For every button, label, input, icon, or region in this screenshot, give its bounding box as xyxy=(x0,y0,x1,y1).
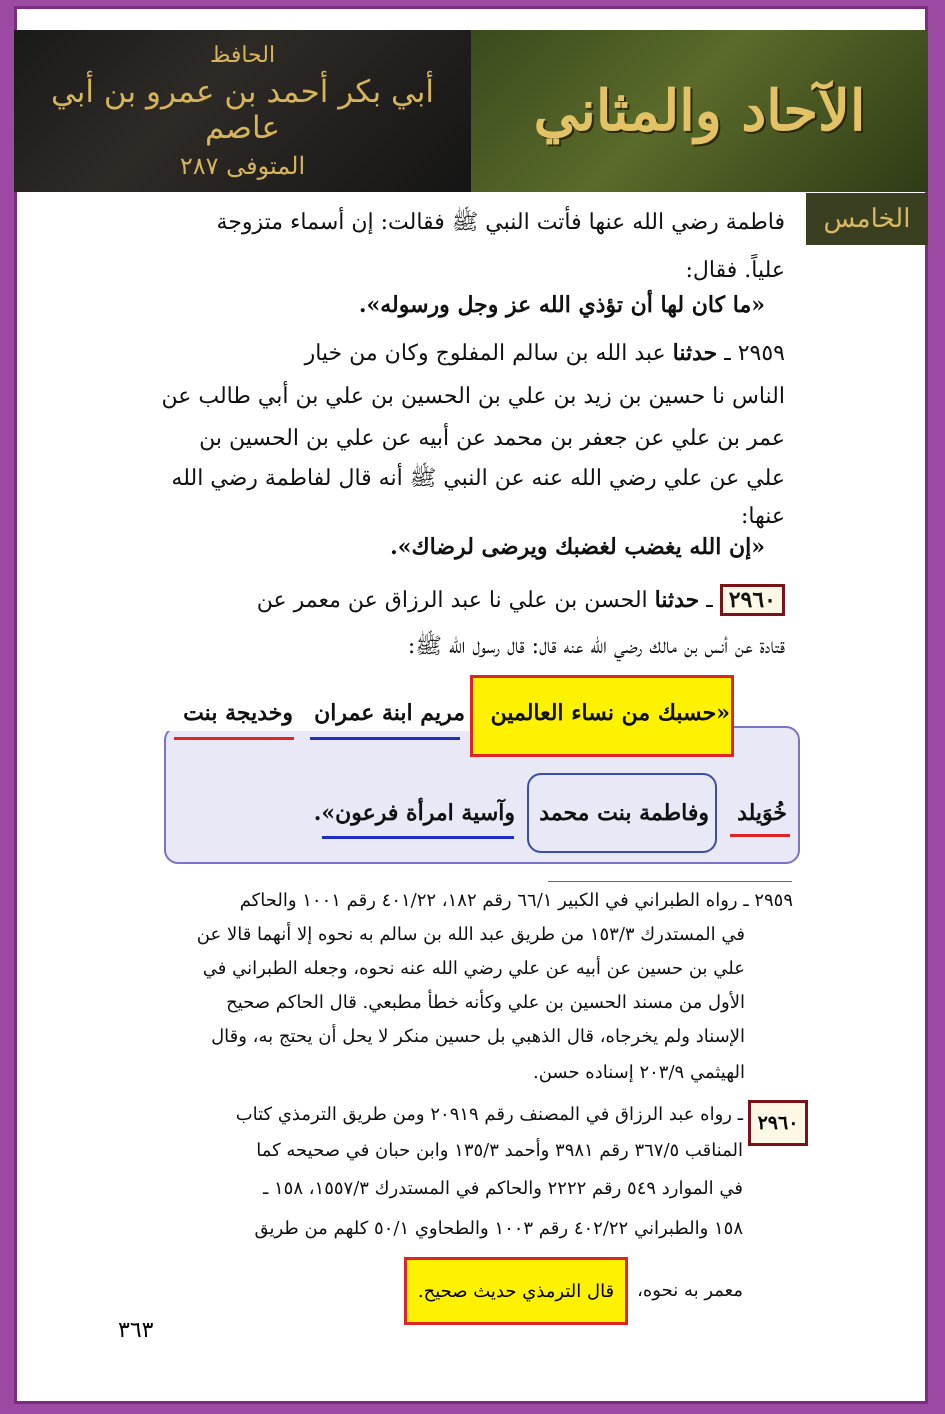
hadith-2960-line-1 xyxy=(257,584,785,616)
hadith-2960-number: ٢٩٦٠ xyxy=(720,584,785,616)
hadith-2959-quote: «إن الله يغضب لغضبك ويرضى لرضاك». xyxy=(390,534,765,560)
hadith-2960-haddathana: حدثنا xyxy=(654,587,700,613)
footnote-2959-line-3: علي بن حسين عن أبيه عن علي رضي الله عنه نحوه، وجعله الطبراني في xyxy=(202,958,745,979)
hadith-2959-line-1 xyxy=(305,340,785,366)
book-banner xyxy=(14,30,928,192)
book-title: الآحاد والمثاني xyxy=(471,30,928,192)
hadith-2959-line-2: الناس نا حسين بن زيد بن علي بن الحسين بن علي بن أبي طالب عن xyxy=(161,384,785,409)
hadith-2959-rest: عبد الله بن سالم المفلوج وكان من خيار xyxy=(304,341,666,366)
author-panel xyxy=(14,30,471,192)
author-death: المتوفى ٢٨٧ xyxy=(179,151,306,180)
footnote-2959-line-6: الهيثمي ٢٠٣/٩ إسناده حسن. xyxy=(532,1062,745,1083)
footnote-2960-line-4: ١٥٨ والطبراني ٤٠٢/٢٢ رقم ١٠٠٣ والطحاوي ٥٠/١ كلهم من طريق xyxy=(254,1218,743,1239)
underline-khuwaylid xyxy=(730,834,790,837)
body-quote-1: «ما كان لها أن تؤذي الله عز وجل ورسوله». xyxy=(358,292,765,318)
hadith-2960-line-2: قتادة عن أنس بن مالك رضي الله عنه قال: قال رسول الله ﷺ: xyxy=(407,634,785,659)
section-tab: الخامس xyxy=(806,193,928,245)
author-name: أبي بكر أحمد بن عمرو بن أبي عاصم xyxy=(50,73,435,146)
footnote-2959-line-4: الأول من مسند الحسين بن علي وكأنه خطأ مطبعي. قال الحاكم صحيح xyxy=(226,992,745,1013)
hadith-2959-haddathana: حدثنا xyxy=(672,340,718,366)
quote-part-6: وآسية امرأة فرعون». xyxy=(313,800,515,826)
hadith-2959-line-5: عنها: xyxy=(740,504,785,529)
quote-part-4: خُوَيلد xyxy=(737,800,787,826)
footnote-2960-line-3: في الموارد ٥٤٩ رقم ٢٢٢٢ والحاكم في المستدرك ١٥٥٧/٣، ١٥٨ ـ xyxy=(262,1178,743,1199)
quote-part-3: وخديجة بنت xyxy=(183,700,293,726)
footnote-2960-highlight: قال الترمذي حديث صحيح. xyxy=(404,1257,628,1325)
quote-part-1: «حسبك من نساء العالمين xyxy=(490,700,730,726)
footnote-2960-line-1: ـ رواه عبد الرزاق في المصنف رقم ٢٠٩١٩ ومن طريق الترمذي كتاب xyxy=(235,1104,743,1125)
footnote-2960-number: ٢٩٦٠ xyxy=(748,1100,808,1146)
body-line-2: علياً. فقال: xyxy=(685,258,785,283)
hadith-2960-rest: الحسن بن علي نا عبد الرزاق عن معمر عن xyxy=(256,588,648,613)
quote-part-5: وفاطمة بنت محمد xyxy=(539,800,709,826)
footnote-2959-line-2: في المستدرك ١٥٣/٣ من طريق عبد الله بن سالم به نحوه إلا أنهما قالا عن xyxy=(196,924,745,945)
hadith-2960-dash: ـ xyxy=(706,588,713,613)
footnote-2959-line-5: الإسناد ولم يخرجاه، قال الذهبي بل حسين منكر لا يحل أن يحتج به، وقال xyxy=(211,1026,745,1047)
hadith-2959-line-4: علي عن علي رضي الله عنه عن النبي ﷺ أنه قال لفاطمة رضي الله xyxy=(171,466,785,491)
body-line-1: فاطمة رضي الله عنها فأتت النبي ﷺ فقالت: إن أسماء متزوجة xyxy=(216,210,785,235)
author-title: الحافظ xyxy=(209,42,276,68)
footnote-2960-line-5: معمر به نحوه، xyxy=(637,1280,743,1301)
hadith-2959-line-3: عمر بن علي عن جعفر بن محمد عن أبيه عن علي بن الحسين بن xyxy=(199,426,785,451)
page-number: ٣٦٣ xyxy=(118,1318,154,1343)
underline-asiya xyxy=(322,836,514,839)
underline-maryam xyxy=(310,737,460,740)
hadith-2959-number: ٢٩٥٩ ـ xyxy=(724,341,785,366)
underline-khadija xyxy=(174,737,294,740)
footnote-2959-line-1: ٢٩٥٩ ـ رواه الطبراني في الكبير ٦٦/١ رقم ١٨٢، ٤٠١/٢٢ رقم ١٠٠١ والحاكم xyxy=(239,890,793,911)
footnote-2960-line-2: المناقب ٣٦٧/٥ رقم ٣٩٨١ وأحمد ١٣٥/٣ وابن حبان في صحيحه كما xyxy=(256,1140,743,1161)
footnote-divider xyxy=(548,881,792,882)
quote-part-2: مريم ابنة عمران xyxy=(314,700,465,726)
